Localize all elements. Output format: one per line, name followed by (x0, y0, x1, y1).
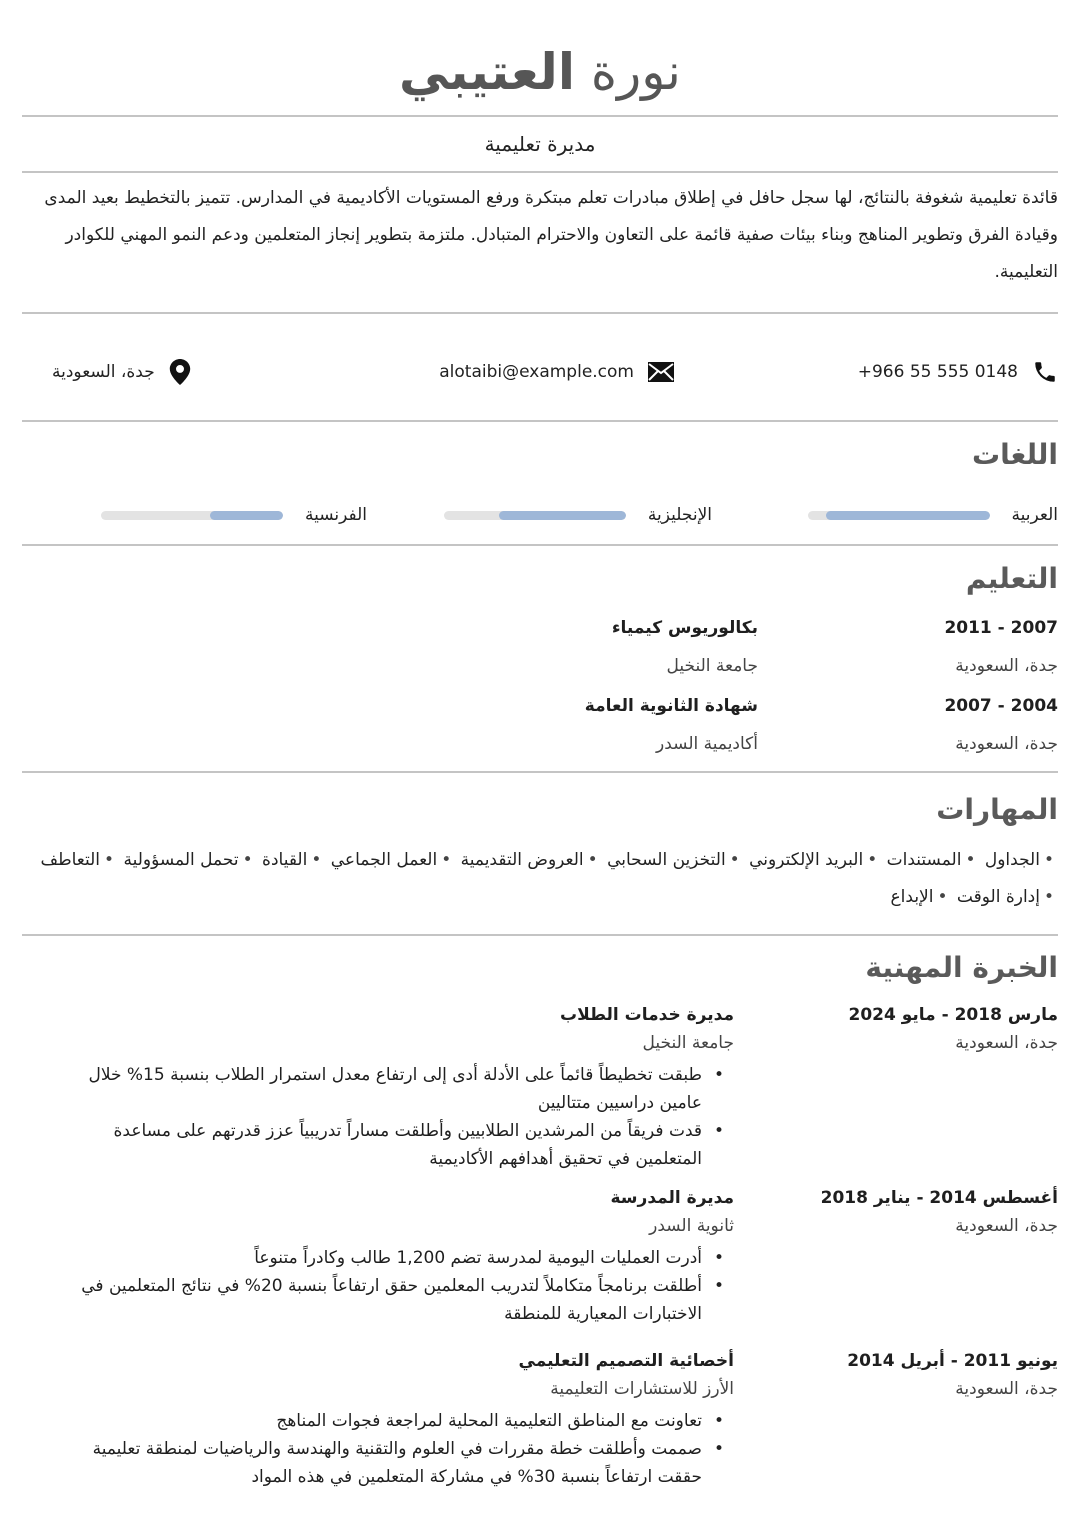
phone-icon (1032, 359, 1058, 385)
skill-item: الجداول (984, 850, 1040, 870)
divider (22, 771, 1058, 773)
envelope-icon (648, 362, 674, 382)
education-entry (22, 696, 1058, 776)
language-level-bar (101, 511, 283, 520)
job-title: مديرة تعليمية (484, 132, 596, 156)
contact-row (22, 350, 1058, 394)
map-pin-icon (169, 359, 191, 385)
education-heading: التعليم (965, 562, 1058, 595)
person-name (22, 40, 1058, 104)
skill-separator: • (965, 850, 976, 870)
skill-item: القيادة (262, 850, 308, 870)
job-role: أخصائية التصميم التعليمي (518, 1351, 734, 1371)
language-name: الفرنسية (304, 505, 367, 525)
language-name: العربية (1011, 505, 1058, 525)
skill-item: البريد الإلكتروني (749, 850, 864, 870)
skill-separator: • (867, 850, 878, 870)
language-name: الإنجليزية (647, 505, 712, 525)
job-role: مديرة المدرسة (610, 1188, 734, 1208)
education-entry (22, 618, 1058, 698)
contact-location (52, 350, 191, 394)
education-period: 2004 - 2007 (944, 696, 1058, 716)
skill-separator: • (104, 850, 115, 870)
divider (22, 171, 1058, 173)
location-text: جدة، السعودية (52, 362, 155, 382)
experience-heading: الخبرة المهنية (865, 951, 1058, 984)
divider (22, 934, 1058, 936)
job-location: جدة، السعودية (955, 1216, 1058, 1236)
skill-separator: • (441, 850, 452, 870)
education-degree: شهادة الثانوية العامة (584, 696, 758, 716)
achievement-item: • أدرت العمليات اليومية لمدرسة تضم 1,200 طالب وكادراً متنوعاً (52, 1244, 724, 1272)
job-period: يونيو 2011 - أبريل 2014 (847, 1351, 1058, 1371)
skill-item: التعاطف (40, 850, 101, 870)
job-achievements (52, 1061, 724, 1173)
last-name: العتيبي (399, 43, 575, 101)
divider (22, 312, 1058, 314)
language-item (808, 505, 1058, 525)
education-school: أكاديمية السدر (656, 734, 758, 754)
language-item (101, 505, 367, 525)
skill-item: التخزين السحابي (607, 850, 726, 870)
skill-separator: • (729, 850, 740, 870)
skill-item: العمل الجماعي (330, 850, 438, 870)
achievement-item: • طبقت تخطيطاً قائماً على الأدلة أدى إلى ارتفاع معدل استمرار الطلاب بنسبة 15% خلال عامين دراسيين متتاليين (52, 1061, 724, 1117)
achievement-item: • أطلقت برنامجاً متكاملاً لتدريب المعلمين حقق ارتفاعاً بنسبة 20% في نتائج المتعلمين في الاختبارات المعيارية للمنطقة (52, 1272, 724, 1328)
skill-separator: • (242, 850, 253, 870)
job-achievements (52, 1407, 724, 1491)
skill-separator: • (1043, 850, 1054, 870)
achievement-item: • صممت وأطلقت خطة مقررات في العلوم والتقنية والهندسة والرياضيات لمنطقة تعليمية حققت ارتفاعاً بنسبة 30% في مشاركة المتعلمين في هذه المواد (52, 1435, 724, 1491)
skill-separator: • (1043, 887, 1054, 907)
job-location: جدة، السعودية (955, 1379, 1058, 1399)
job-organization: الأرز للاستشارات التعليمية (550, 1379, 734, 1399)
email-address: alotaibi@example.com (439, 362, 634, 382)
job-period: مارس 2018 - مايو 2024 (848, 1005, 1058, 1025)
language-item (444, 505, 712, 525)
education-location: جدة، السعودية (955, 734, 1058, 754)
languages-heading: اللغات (972, 438, 1058, 471)
skill-separator: • (311, 850, 322, 870)
language-level-bar (808, 511, 990, 520)
education-degree: بكالوريوس كيمياء (611, 618, 758, 638)
skill-item: تحمل المسؤولية (123, 850, 239, 870)
job-organization: ثانوية السدر (649, 1216, 734, 1236)
contact-phone[interactable] (858, 350, 1058, 394)
skill-separator: • (587, 850, 598, 870)
summary: قائدة تعليمية شغوفة بالنتائج، لها سجل حافل في إطلاق مبادرات تعلم مبتكرة ورفع المستويات الأكاديمية في المدارس. تتميز بالتخطيط بعيد المدى وقيادة الفرق وتطوير المناهج وبناء بيئات صفية قائمة على التعاون والاحترام المتبادل. ملتزمة بتطوير إنجاز المتعلمين ودعم النمو المهني للكوادر التعليمية. (44, 188, 1058, 282)
job-organization: جامعة النخيل (642, 1033, 734, 1053)
skills-list (22, 842, 1058, 916)
achievement-item: • تعاونت مع المناطق التعليمية المحلية لمراجعة فجوات المناهج (52, 1407, 724, 1435)
skill-item: الإبداع (890, 887, 934, 907)
phone-number: +966 55 555 0148 (857, 362, 1018, 382)
skill-item: إدارة الوقت (956, 887, 1040, 907)
divider (22, 115, 1058, 117)
skill-item: المستندات (886, 850, 962, 870)
education-location: جدة، السعودية (955, 656, 1058, 676)
language-level-bar (444, 511, 626, 520)
achievement-item: • قدت فريقاً من المرشدين الطلابيين وأطلقت مساراً تدريبياً عزز قدرتهم على مساعدة المتعلمين في تحقيق أهدافهم الأكاديمية (52, 1117, 724, 1173)
job-achievements (52, 1244, 724, 1328)
divider (22, 544, 1058, 546)
education-school: جامعة النخيل (666, 656, 758, 676)
skills-heading: المهارات (936, 793, 1058, 826)
education-period: 2007 - 2011 (944, 618, 1058, 638)
job-period: أغسطس 2014 - يناير 2018 (820, 1188, 1058, 1208)
skill-separator: • (937, 887, 948, 907)
skill-item: العروض التقديمية (460, 850, 584, 870)
job-role: مديرة خدمات الطلاب (559, 1005, 734, 1025)
contact-email[interactable] (439, 350, 674, 394)
first-name: نورة (590, 43, 681, 101)
divider (22, 420, 1058, 422)
job-location: جدة، السعودية (955, 1033, 1058, 1053)
